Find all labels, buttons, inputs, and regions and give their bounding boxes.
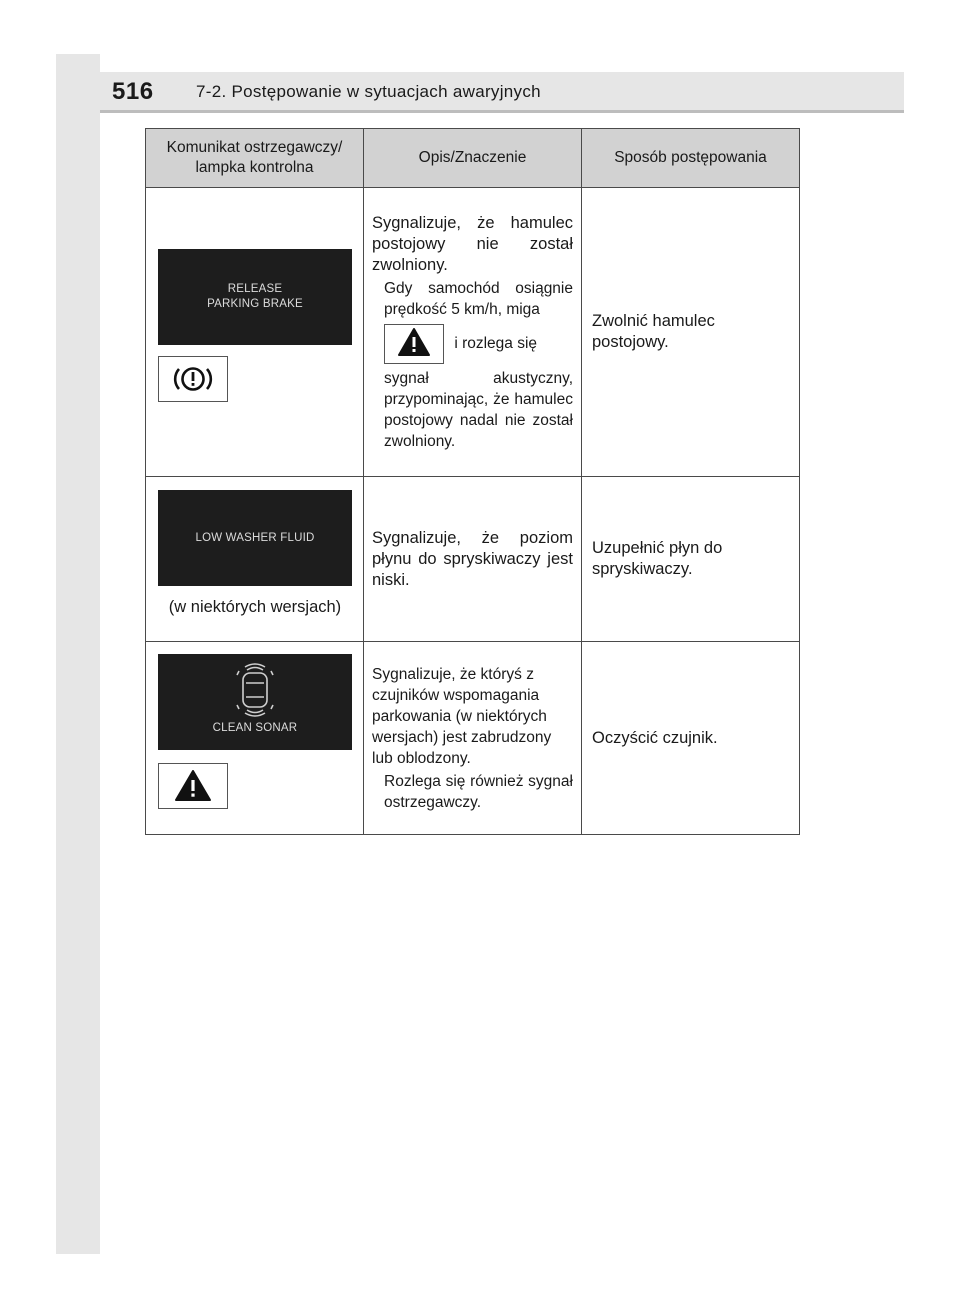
variant-note: (w niektórych wersjach) bbox=[168, 598, 342, 616]
table-header-row bbox=[146, 129, 800, 188]
action-cell: Zwolnić hamulec postojowy. bbox=[582, 188, 800, 477]
message-cell bbox=[146, 642, 364, 835]
description-cell bbox=[364, 642, 582, 835]
display-screen-release-parking-brake bbox=[158, 249, 352, 345]
message-cell bbox=[146, 477, 364, 642]
master-warning-icon bbox=[158, 763, 228, 809]
description-text: Sygnalizuje, że poziom płynu do spryskiwaczy jest niski. bbox=[372, 528, 573, 589]
screen-text: PARKING BRAKE bbox=[207, 298, 303, 310]
action-cell: Oczyścić czujnik. bbox=[582, 642, 800, 835]
description-text: Sygnalizuje, że hamulec postojowy nie został zwolniony. bbox=[372, 213, 573, 274]
section-title: 7-2. Postępowanie w sytuacjach awaryjnych bbox=[196, 82, 541, 101]
description-subtext-inline bbox=[372, 324, 573, 364]
table-row bbox=[146, 642, 800, 835]
display-screen-clean-sonar bbox=[158, 654, 352, 750]
description-subtext: sygnał akustyczny, przypominając, że hamulec postojowy nadal nie został zwolniony. bbox=[384, 369, 573, 450]
action-cell: Uzupełnić płyn do spryskiwaczy. bbox=[582, 477, 800, 642]
description-subtext: Gdy samochód osiągnie prędkość 5 km/h, miga bbox=[384, 279, 573, 318]
side-band bbox=[56, 54, 100, 1254]
table-row bbox=[146, 477, 800, 642]
screen-text: RELEASE bbox=[227, 283, 283, 295]
column-header-action: Sposób postępowania bbox=[582, 129, 800, 188]
page-header bbox=[100, 72, 904, 110]
screen-text: LOW WASHER FLUID bbox=[195, 531, 315, 544]
page-number: 516 bbox=[112, 78, 154, 105]
warning-table bbox=[145, 128, 800, 835]
display-screen-low-washer-fluid bbox=[158, 490, 352, 586]
description-subtext: Rozlega się również sygnał ostrzegawczy. bbox=[384, 772, 573, 811]
table-row bbox=[146, 188, 800, 477]
message-cell bbox=[146, 188, 364, 477]
description-text: Sygnalizuje, że któryś z czujników wspomagania parkowania (w niektórych wersjach) jest zabrudzony lub oblodzony. bbox=[372, 665, 552, 767]
description-cell bbox=[364, 188, 582, 477]
screen-text: CLEAN SONAR bbox=[212, 722, 298, 734]
sonar-car-icon bbox=[225, 659, 285, 721]
description-subtext: i rozlega się bbox=[454, 334, 538, 352]
column-header-message: Komunikat ostrzegawczy/ lampka kontrolna bbox=[146, 129, 364, 188]
column-header-description: Opis/Znaczenie bbox=[364, 129, 582, 188]
description-cell bbox=[364, 477, 582, 642]
brake-warning-icon bbox=[158, 356, 228, 402]
header-rule bbox=[100, 110, 904, 113]
master-warning-icon bbox=[384, 324, 444, 364]
